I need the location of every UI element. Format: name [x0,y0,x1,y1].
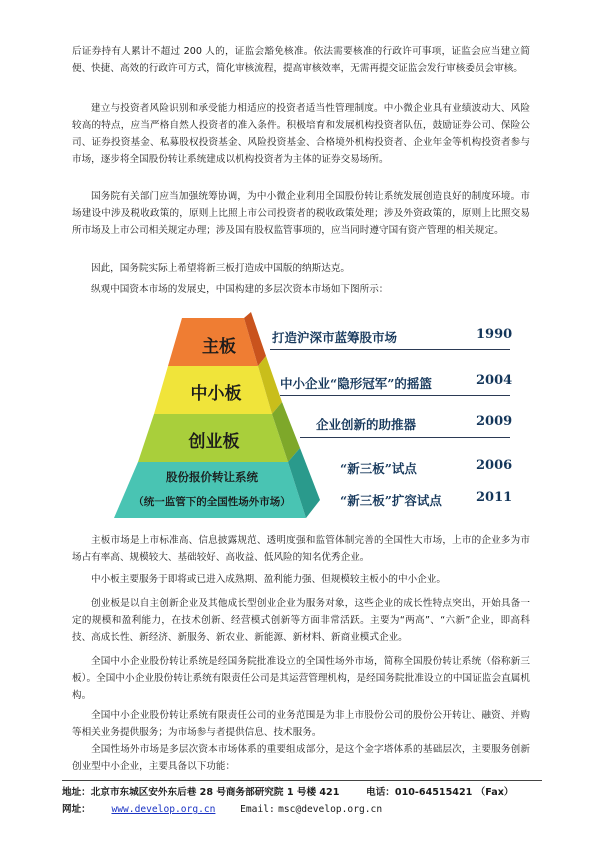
annotation-underline [280,395,510,396]
paragraph: 纵观中国资本市场的发展史，中国构建的多层次资本市场如下图所示： [91,284,389,295]
paragraph: 创业板是以自主创新企业及其他成长型创业企业为服务对象，这些企业的成长性特点突出，开始具备一定的规模和盈利能力，在技术创新、经营模式创新等方面非常活跃。主要为“两高”、“六新”企业，即高科技、高成长性、新经济、新服务、新农业、新能源、新材料、新商业模式企业。 [72,598,530,643]
annotation-text: “新三板”扩容试点 [340,493,442,508]
annotation-year: 2004 [476,373,513,388]
annotation-text: “新三板”试点 [340,461,417,476]
annotation-year: 2006 [476,458,513,473]
footer-divider [62,780,542,781]
footer-web-line [62,801,382,815]
annotation-year: 2011 [476,490,513,505]
tier-label-sme-board: 中小板 [190,384,242,404]
footer-email[interactable]: msc@develop.org.cn [278,804,383,815]
tier-label-growth-board: 创业板 [188,432,240,452]
paragraph: 全国中小企业股份转让系统有限责任公司的业务范围是为非上市股份公司的股份公开转让、融资、并购等相关业务提供服务；为市场参与者提供信息、技术服务。 [72,710,530,738]
annotation-year: 2009 [476,414,513,429]
annotation-text: 中小企业“隐形冠军”的摇篮 [280,376,432,391]
annotation-underline [270,349,510,350]
footer-address: 地址：北京市东城区安外东后巷 28 号商务部研究院 1 号楼 421 [62,787,340,798]
tier-label-neeq-line1: 股份报价转让系统 [166,470,258,484]
paragraph: 因此，国务院实际上希望将新三板打造成中国版的纳斯达克。 [91,263,351,274]
paragraph: 后证券持有人累计不超过 200 人的，证监会豁免核准。依法需要核准的行政许可事项，证监会应当建立简便、快捷、高效的行政许可方式，简化审核流程，提高审核效率，无需再提交证监会发行审核委员会审核。 [72,46,530,74]
paragraph: 全国性场外市场是多层次资本市场体系的重要组成部分，是这个金字塔体系的基础层次，主要服务创新创业型中小企业，主要具备以下功能： [72,744,530,772]
annotation-text: 打造沪深市蓝筹股市场 [272,330,398,345]
paragraph: 全国中小企业股份转让系统是经国务院批准设立的全国性场外市场，简称全国股份转让系统（俗称新三板）。全国中小企业股份转让系统有限责任公司是其运营管理机构，是经国务院批准设立的中国证监会直属机构。 [72,656,530,701]
footer-website-label: 网址： [62,804,91,815]
paragraph: 国务院有关部门应当加强统筹协调，为中小微企业利用全国股份转让系统发展创造良好的制度环境。市场建设中涉及税收政策的，原则上比照上市公司投资者的税收政策处理；涉及外资政策的，原则上比照交易所市场及上市公司相关规定办理；涉及国有股权监管事项的，应当同时遵守国有资产管理的相关规定。 [72,191,530,236]
footer-contact-line [62,784,513,798]
annotation-year: 1990 [476,327,513,342]
paragraph: 主板市场是上市标准高、信息披露规范、透明度强和监管体制完善的全国性大市场，上市的企业多为市场占有率高、规模较大、基础较好、高收益、低风险的知名优秀企业。 [72,535,530,563]
capital-market-pyramid-figure [104,304,516,526]
tier-label-neeq-line2: （统一监管下的全国性场外市场） [133,496,291,508]
footer-email-label: Email: [240,804,275,815]
paragraph: 建立与投资者风险识别和承受能力相适应的投资者适当性管理制度。中小微企业具有业绩波动大、风险较高的特点，应当严格自然人投资者的准入条件。积极培育和发展机构投资者队伍，鼓励证券公司、保险公司、证券投资基金、私募股权投资基金、风险投资基金、合格境外机构投资者、企业年金等机构投资者参与市场，逐步将全国股份转让系统建成以机构投资者为主体的证券交易场所。 [72,103,530,165]
paragraph: 中小板主要服务于即将或已进入成熟期、盈利能力强、但规模较主板小的中小企业。 [91,574,446,585]
annotation-text: 企业创新的助推器 [316,417,417,432]
footer-website-link[interactable]: www.develop.org.cn [111,804,216,815]
footer-phone: 电话：010-64515421 （Fax） [366,787,514,798]
annotation-underline [300,437,510,438]
tier-label-main-board: 主板 [202,337,236,357]
